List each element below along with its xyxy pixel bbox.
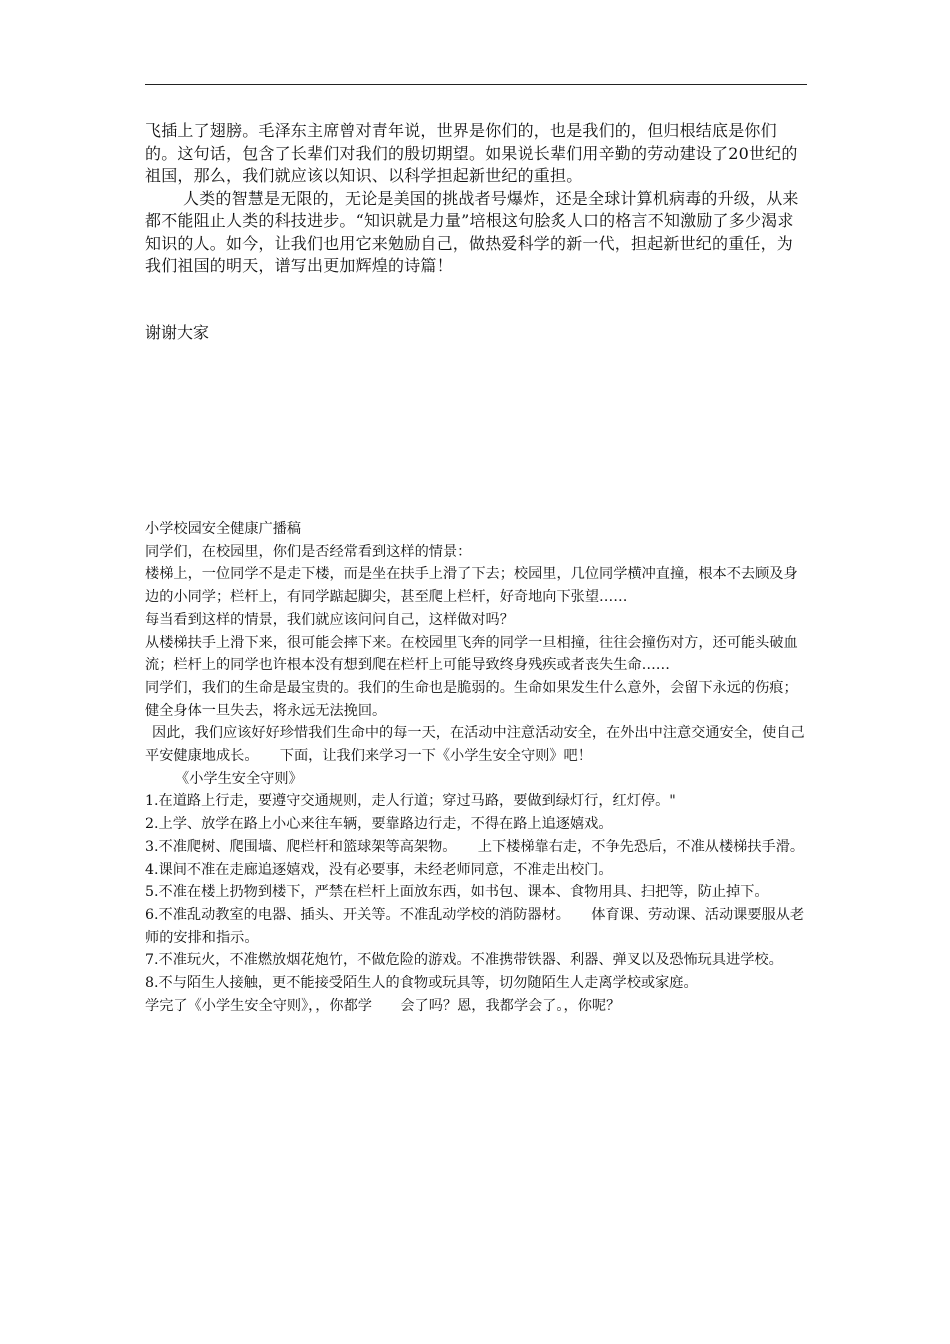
broadcast-title: 小学校园安全健康广播稿: [145, 521, 302, 537]
speech-ending: [145, 120, 807, 278]
header-rule: [145, 84, 807, 85]
broadcast-paragraph: 楼梯上，一位同学不是走下楼，而是坐在扶手上滑了下去；校园里，几位同学横冲直撞，根本不去顾及身边的小同学；栏杆上，有同学踮起脚尖，甚至爬上栏杆，好奇地向下张望……: [145, 566, 798, 606]
rule-item: 1.在道路上行走，要遵守交通规则，走人行道；穿过马路，要做到绿灯行，红灯停。": [145, 793, 676, 810]
rule-item: 5.不准在楼上扔物到楼下，严禁在栏杆上面放东西，如书包、课本、食物用具、扫把等，防止掉下。: [145, 884, 769, 901]
speech-thanks: 谢谢大家: [145, 323, 210, 342]
rules-title: 《小学生安全守则》: [175, 770, 303, 787]
broadcast-paragraph: 因此，我们应该好好珍惜我们生命中的每一天，在活动中注意活动安全，在外出中注意交通安全，使自己平安健康地成长。 下面，让我们来学习一下《小学生安全守则》吧！: [145, 725, 805, 765]
rule-item: 6.不准乱动教室的电器、插头、开关等。不准乱动学校的消防器材。 体育课、劳动课、活动课要服从老师的安排和指示。: [145, 906, 805, 946]
broadcast-paragraph: 每当看到这样的情景，我们就应该问问自己，这样做对吗？: [145, 611, 514, 628]
broadcast-paragraph: 同学们，我们的生命是最宝贵的。我们的生命也是脆弱的。生命如果发生什么意外，会留下永远的伤痕；健全身体一旦失去，将永远无法挽回。: [145, 679, 798, 719]
rule-item: 7.不准玩火，不准燃放烟花炮竹，不做危险的游戏。不准携带铁器、利器、弹叉以及恐怖玩具进学校。: [145, 952, 783, 969]
rule-item: 2.上学、放学在路上小心来往车辆，要靠路边行走，不得在路上追逐嬉戏。: [145, 816, 613, 833]
broadcast-script: [145, 518, 807, 1017]
rule-item: 3.不准爬树、爬围墙、爬栏杆和篮球架等高架物。 上下楼梯靠右走，不争先恐后，不准从楼梯扶手滑。: [145, 838, 805, 855]
rule-item: 8.不与陌生人接触，更不能接受陌生人的食物或玩具等，切勿随陌生人走离学校或家庭。: [145, 975, 698, 992]
closing-line: 学完了《小学生安全守则》，，你都学 会了吗？恩，我都学会了。，你呢？: [145, 997, 621, 1014]
rule-item: 4.课间不准在走廊追逐嬉戏，没有必要事，未经老师同意，不准走出校门。: [145, 861, 613, 878]
broadcast-paragraph: 从楼梯扶手上滑下来，很可能会摔下来。在校园里飞奔的同学一旦相撞，往往会撞伤对方，还可能头破血流；栏杆上的同学也许根本没有想到爬在栏杆上可能导致终身残疾或者丧失生命……: [145, 634, 798, 674]
broadcast-paragraph: 同学们，在校园里，你们是否经常看到这样的情景：: [145, 543, 472, 560]
speech-paragraph: 飞插上了翅膀。毛泽东主席曾对青年说，世界是你们的，也是我们的，但归根结底是你们的。这句话，包含了长辈们对我们的殷切期望。如果说长辈们用辛勤的劳动建设了20世纪的祖国，那么，我们就应该以知识、以科学担起新世纪的重担。: [145, 121, 798, 185]
speech-paragraph: 人类的智慧是无限的，无论是美国的挑战者号爆炸，还是全球计算机病毒的升级，从来都不能阻止人类的科技进步。“知识就是力量”培根这句脍炙人口的格言不知激励了多少渴求知识的人。如今，让我们也用它来勉励自己，做热爱科学的新一代，担起新世纪的重任，为我们祖国的明天，谱写出更加辉煌的诗篇！: [145, 188, 799, 275]
